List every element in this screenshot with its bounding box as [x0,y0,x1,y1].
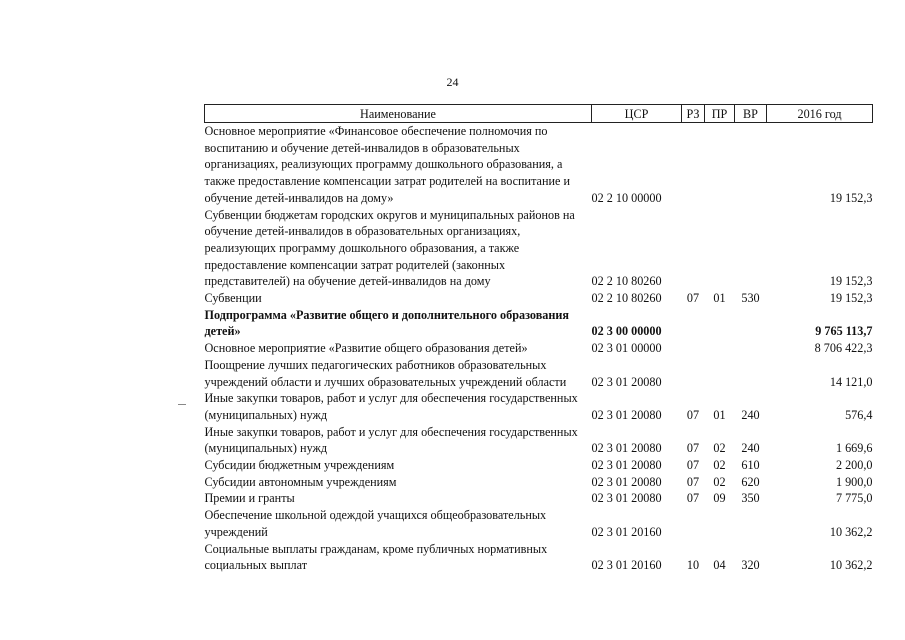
cell-csr: 02 3 00 00000 [591,324,662,339]
cell-sum: 10 362,2 [829,558,873,573]
cell-name: Иные закупки товаров, работ и услуг для обеспечения государственных (муниципальных) нужд [204,391,578,422]
header-name: Наименование [205,105,592,123]
cell-pr: 02 [713,441,726,456]
scan-mark [178,404,186,405]
cell-name: Субвенции бюджетам городских округов и муниципальных районов на обучение детей-инвалидов в образовательных организациях, реализующих программу дошкольного образования, а также предоставление компенсации затрат родителей (законных представителей) на обучение детей-инвалидов на дому [204,207,575,289]
cell-sum: 19 152,3 [829,291,873,306]
cell-name: Субвенции [204,291,262,306]
cell-pr [705,340,735,357]
cell-rz: 07 [686,291,700,306]
cell-rz: 07 [686,407,700,422]
cell-csr: 02 3 01 20080 [591,458,662,473]
cell-pr: 01 [713,291,726,306]
cell-csr: 02 2 10 80260 [591,274,662,289]
budget-table [204,104,873,574]
cell-pr [705,507,735,540]
cell-csr: 02 3 01 20080 [591,474,662,489]
cell-sum: 8 706 422,3 [814,341,873,356]
cell-pr: 02 [713,458,726,473]
cell-sum: 19 152,3 [829,190,873,205]
cell-vr [735,340,767,357]
header-csr: ЦСР [592,105,682,123]
cell-pr: 01 [713,407,726,422]
table-row [205,290,873,307]
cell-name: Обеспечение школьной одеждой учащихся общеобразовательных учреждений [204,508,547,539]
cell-rz [682,207,705,291]
cell-name: Субсидии автономным учреждениям [204,474,397,489]
cell-vr: 320 [741,558,760,573]
header-rz: РЗ [682,105,705,123]
cell-pr [705,357,735,390]
cell-vr [735,357,767,390]
table-row [205,307,873,340]
cell-sum: 19 152,3 [829,274,873,289]
cell-vr [735,307,767,340]
cell-pr: 04 [713,558,726,573]
table-header-row [205,105,873,123]
table-row [205,507,873,540]
table-row [205,474,873,491]
cell-csr: 02 2 10 80260 [591,291,662,306]
cell-sum: 576,4 [845,407,873,422]
table-body [205,123,873,574]
cell-sum: 1 900,0 [835,474,873,489]
table-row [205,424,873,457]
cell-csr: 02 2 10 00000 [591,190,662,205]
page-number: 24 [446,75,459,89]
cell-sum: 9 765 113,7 [815,324,873,339]
header-vr: ВР [735,105,767,123]
cell-rz [682,123,705,207]
table-row [205,207,873,291]
table-row [205,490,873,507]
cell-rz [682,507,705,540]
table-row [205,357,873,390]
cell-sum: 7 775,0 [835,491,873,506]
cell-name: Премии и гранты [204,491,295,506]
cell-pr [705,207,735,291]
cell-name: Социальные выплаты гражданам, кроме публичных нормативных социальных выплат [204,541,548,573]
cell-vr [735,507,767,540]
cell-name: Субсидии бюджетным учреждениям [204,458,395,473]
cell-name: Основное мероприятие «Финансовое обеспечение полномочия по воспитанию и обучение детей-инвалидов в образовательных организациях, реализующих программу дошкольного образования, а также предоставление компенсации затрат родителей на воспитание и обучение детей-инвалидов на дому» [204,124,570,205]
cell-name: Иные закупки товаров, работ и услуг для обеспечения государственных (муниципальных) нужд [204,424,578,456]
cell-csr: 02 3 01 20080 [591,374,662,389]
cell-rz: 07 [686,458,700,473]
cell-csr: 02 3 01 20160 [591,558,662,573]
header-pr: ПР [705,105,735,123]
cell-vr: 610 [741,458,760,473]
table-row [205,390,873,423]
cell-rz [682,357,705,390]
cell-name: Подпрограмма «Развитие общего и дополнительного образования детей» [204,307,570,339]
cell-rz: 07 [686,491,700,506]
cell-csr: 02 3 01 20080 [591,407,662,422]
cell-vr: 620 [741,474,760,489]
cell-pr: 02 [713,474,726,489]
cell-vr: 530 [741,291,760,306]
cell-csr: 02 3 01 00000 [591,341,662,356]
cell-sum: 14 121,0 [829,374,873,389]
cell-csr: 02 3 01 20160 [591,524,662,539]
cell-vr [735,123,767,207]
header-year: 2016 год [767,105,873,123]
cell-sum: 1 669,6 [835,441,873,456]
cell-pr: 09 [713,491,726,506]
cell-rz [682,340,705,357]
cell-vr [735,207,767,291]
cell-csr: 02 3 01 20080 [591,441,662,456]
table-row [205,123,873,207]
cell-pr [705,307,735,340]
cell-csr: 02 3 01 20080 [591,491,662,506]
cell-pr [705,123,735,207]
cell-rz [682,307,705,340]
cell-sum: 2 200,0 [835,458,873,473]
cell-vr: 240 [741,441,760,456]
cell-vr: 240 [741,407,760,422]
cell-vr: 350 [741,491,760,506]
cell-rz: 10 [686,558,700,573]
table-row [205,541,873,574]
table-row [205,340,873,357]
cell-rz: 07 [686,474,700,489]
table-row [205,457,873,474]
cell-rz: 07 [686,441,700,456]
cell-name: Основное мероприятие «Развитие общего образования детей» [204,341,528,356]
cell-name: Поощрение лучших педагогических работников образовательных учреждений области и лучших образовательных учреждений области [204,357,567,389]
cell-sum: 10 362,2 [829,524,873,539]
